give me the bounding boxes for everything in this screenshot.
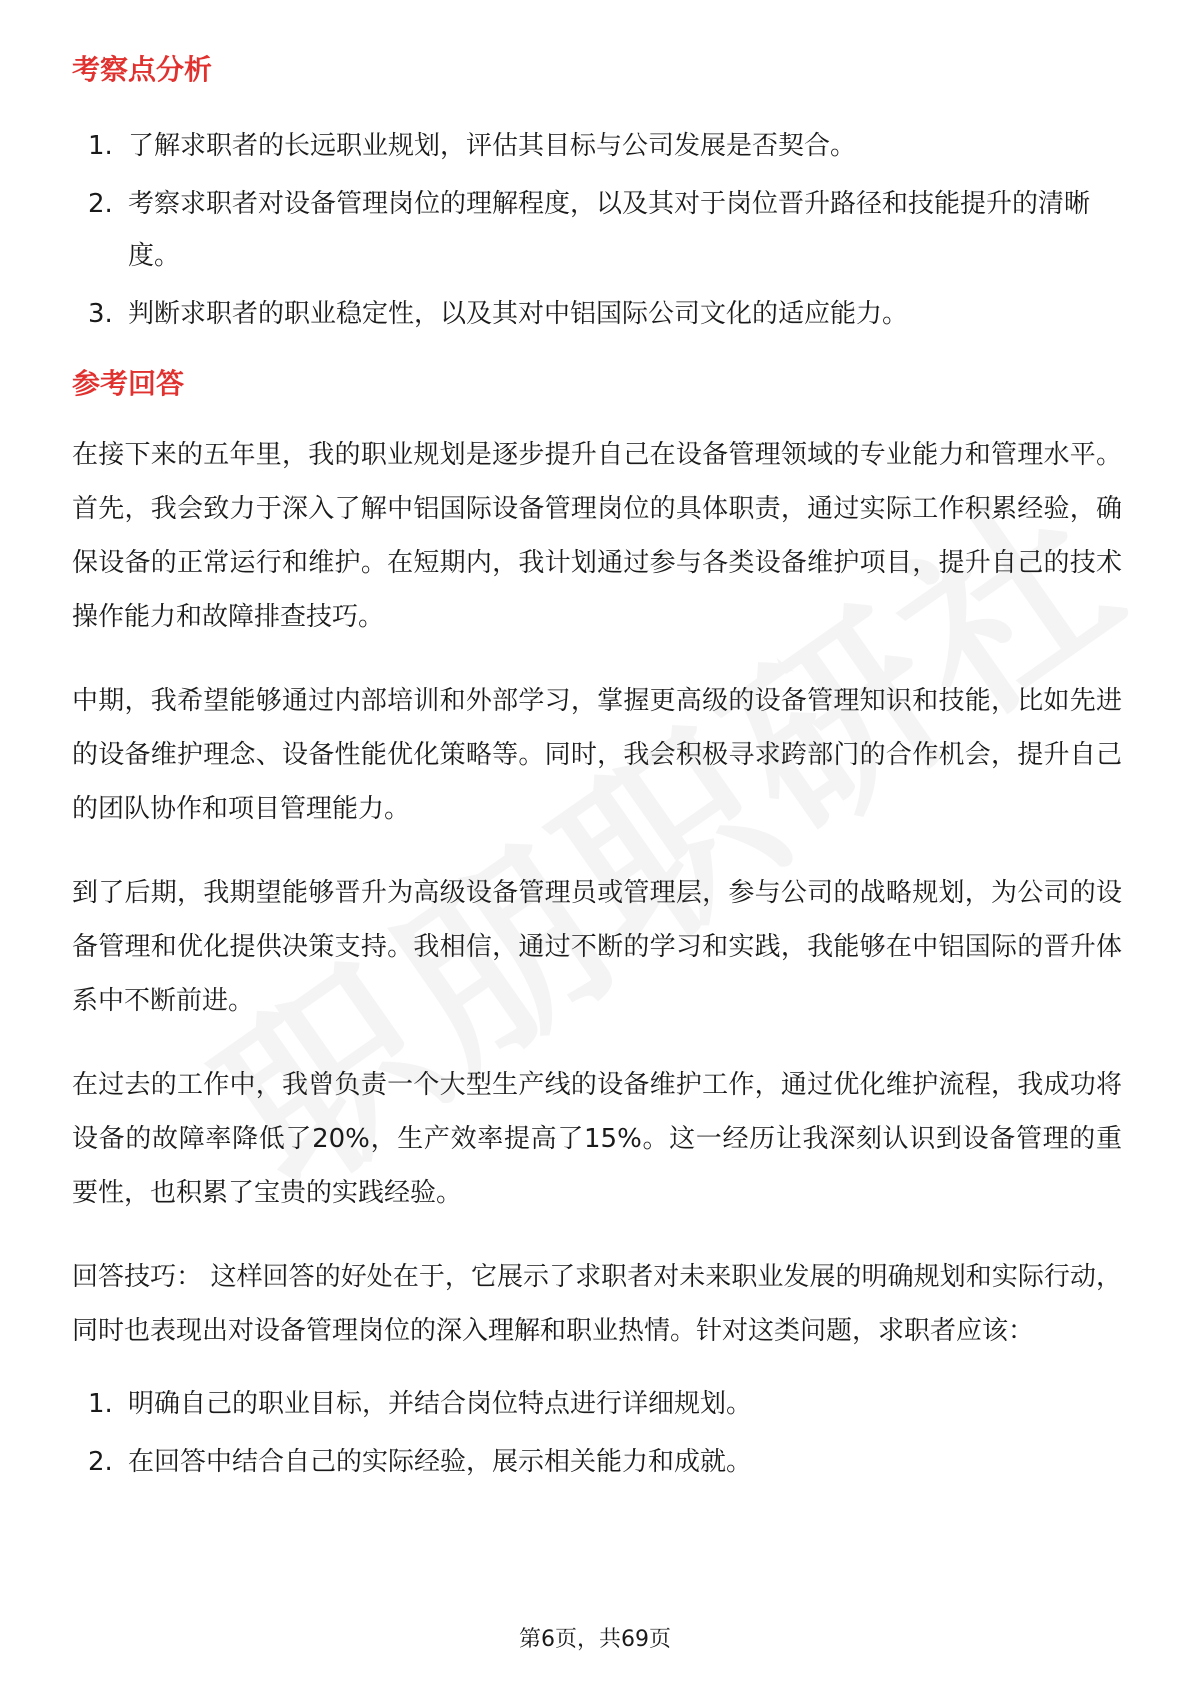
answer-heading: 参考回答	[72, 367, 185, 400]
list-text: 明确自己的职业目标，并结合岗位特点进行详细规划。	[128, 1389, 753, 1419]
list-number: 1.	[88, 131, 113, 161]
list-item	[72, 120, 1122, 172]
answer-paragraph: 在接下来的五年里，我的职业规划是逐步提升自己在设备管理领域的专业能力和管理水平。首先，我会致力于深入了解中铝国际设备管理岗位的具体职责，通过实际工作积累经验，确保设备的正常运行和维护。在短期内，我计划通过参与各类设备维护项目，提升自己的技术操作能力和故障排查技巧。	[72, 440, 1122, 632]
list-item	[72, 178, 1122, 282]
page-number: 第6页，共69页	[519, 1627, 671, 1652]
list-item	[72, 1378, 1122, 1430]
answer-paragraph: 中期，我希望能够通过内部培训和外部学习，掌握更高级的设备管理知识和技能，比如先进的设备维护理念、设备性能优化策略等。同时，我会积极寻求跨部门的合作机会，提升自己的团队协作和项目管理能力。	[72, 686, 1122, 824]
tips-list	[72, 1378, 1122, 1488]
analysis-heading: 考察点分析	[72, 53, 213, 86]
answer-paragraph: 到了后期，我期望能够晋升为高级设备管理员或管理层，参与公司的战略规划，为公司的设备管理和优化提供决策支持。我相信，通过不断的学习和实践，我能够在中铝国际的晋升体系中不断前进。	[72, 878, 1122, 1016]
list-number: 3.	[88, 299, 113, 329]
list-text: 了解求职者的长远职业规划，评估其目标与公司发展是否契合。	[128, 131, 857, 161]
list-item	[72, 1436, 1122, 1488]
page-content	[72, 40, 1122, 1494]
answer-paragraph: 在过去的工作中，我曾负责一个大型生产线的设备维护工作，通过优化维护流程，我成功将设备的故障率降低了20%，生产效率提高了15%。这一经历让我深刻认识到设备管理的重要性，也积累了宝贵的实践经验。	[72, 1070, 1122, 1208]
tips-paragraph: 回答技巧： 这样回答的好处在于，它展示了求职者对未来职业发展的明确规划和实际行动，同时也表现出对设备管理岗位的深入理解和职业热情。针对这类问题，求职者应该：	[72, 1262, 1122, 1346]
list-text: 在回答中结合自己的实际经验，展示相关能力和成就。	[128, 1447, 753, 1477]
list-number: 1.	[88, 1389, 113, 1419]
list-text: 判断求职者的职业稳定性，以及其对中铝国际公司文化的适应能力。	[128, 299, 909, 329]
list-number: 2.	[88, 189, 113, 219]
analysis-list	[72, 120, 1122, 340]
list-item	[72, 288, 1122, 340]
list-number: 2.	[88, 1447, 113, 1477]
list-text: 考察求职者对设备管理岗位的理解程度，以及其对于岗位晋升路径和技能提升的清晰度。	[128, 189, 1091, 271]
